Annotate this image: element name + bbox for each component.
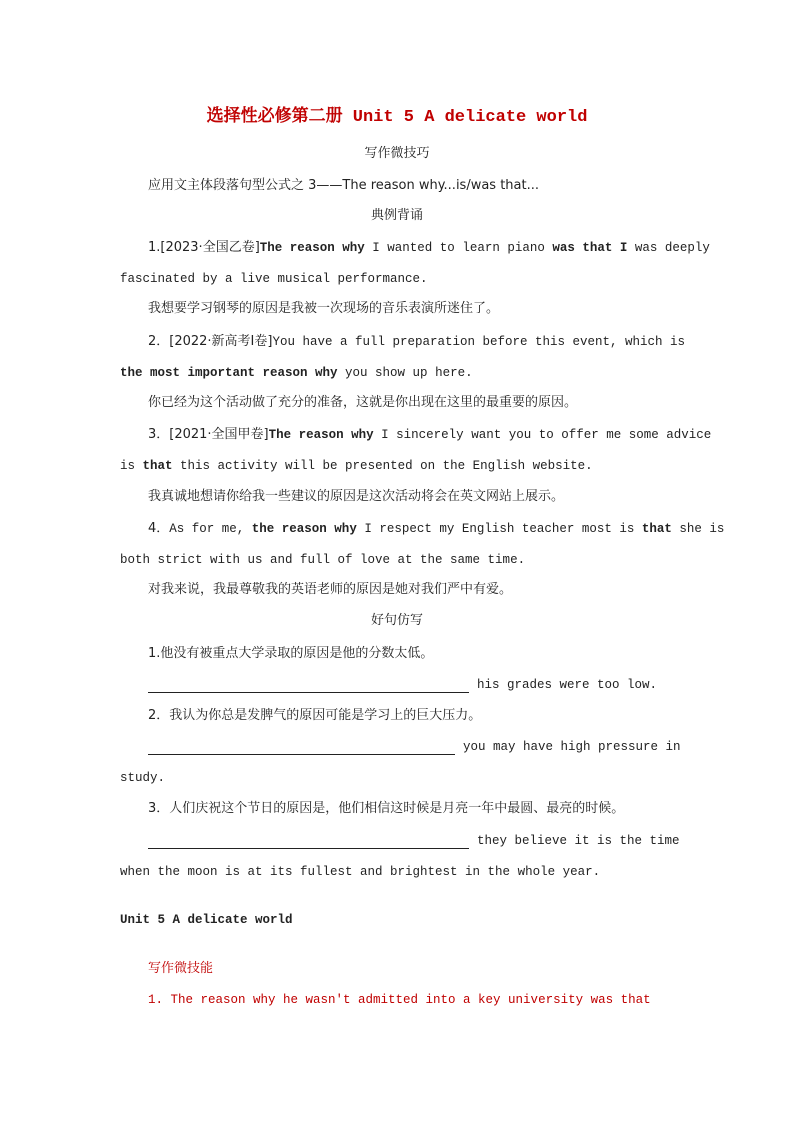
- question-2-prompt: 2．我认为你总是发脾气的原因可能是学习上的巨大压力。: [148, 708, 482, 723]
- example-2-bold-1: the most important reason why: [120, 366, 338, 380]
- example-1-bold-1: The reason why: [259, 241, 365, 255]
- question-2-blank[interactable]: [148, 742, 455, 755]
- example-2-translation: 你已经为这个活动做了充分的准备，这就是你出现在这里的最重要的原因。: [148, 395, 578, 410]
- example-4-line-2: both strict with us and full of love at the same time.: [120, 553, 526, 567]
- example-3-line-1: [148, 427, 712, 443]
- example-2-source: 2．[2022·新高考Ⅰ卷]: [148, 334, 273, 349]
- question-2-line-3: study.: [120, 771, 166, 785]
- example-2-text-2: you show up here.: [337, 366, 473, 380]
- section-heading-examples: 典例背诵: [370, 208, 423, 223]
- example-3-text-1: I sincerely want you to offer me some advice: [373, 428, 712, 442]
- example-4-line-1: [148, 521, 725, 537]
- answer-heading: Unit 5 A delicate world: [120, 913, 293, 927]
- example-1-bold-2: was that I: [552, 241, 628, 255]
- example-1-text-2: was deeply: [627, 241, 710, 255]
- example-1-line-2: fascinated by a live musical performance.: [120, 272, 428, 286]
- question-1-prompt: 1.他没有被重点大学录取的原因是他的分数太低。: [148, 646, 434, 661]
- example-2-line-1: [148, 334, 686, 350]
- question-2-tail: you may have high pressure in: [463, 740, 681, 754]
- example-3-bold-1: The reason why: [268, 428, 374, 442]
- example-3-bold-2: that: [142, 459, 173, 473]
- question-1-tail: his grades were too low.: [477, 678, 658, 692]
- question-1-answer-line: [148, 677, 675, 693]
- example-1-line-1: [148, 240, 710, 256]
- example-3-translation: 我真诚地想请你给我一些建议的原因是这次活动将会在英文网站上展示。: [148, 489, 565, 504]
- example-1-translation: 我想要学习钢琴的原因是我被一次现场的音乐表演所迷住了。: [148, 301, 500, 316]
- formula-line: [148, 178, 675, 194]
- example-2-text-1: You have a full preparation before this event, which is: [272, 335, 686, 349]
- section-heading-imitation: 好句仿写: [370, 613, 423, 628]
- page-title: [0, 108, 794, 128]
- example-3-source: 3．[2021·全国甲卷]: [148, 427, 269, 442]
- example-4-bold-1: the reason why: [251, 522, 357, 536]
- question-1-blank[interactable]: [148, 680, 469, 693]
- answer-1: 1. The reason why he wasn't admitted into a key university was that: [148, 993, 651, 1007]
- example-4-translation: 对我来说，我最尊敬我的英语老师的原因是她对我们严中有爱。: [148, 582, 513, 597]
- answer-section-heading: 写作微技能: [148, 961, 214, 976]
- page-title-text: 选择性必修第二册 Unit 5 A delicate world: [206, 108, 588, 127]
- example-4-text-2: I respect my English teacher most is: [356, 522, 642, 536]
- question-3-answer-line: [148, 833, 680, 849]
- example-4-text-1: As for me,: [169, 522, 252, 536]
- example-1-source: 1.[2023·全国乙卷]: [148, 240, 260, 255]
- example-3-line-2: [120, 458, 675, 474]
- question-3-prompt: 3．人们庆祝这个节日的原因是，他们相信这时候是月亮一年中最圆、最亮的时候。: [148, 801, 625, 816]
- example-1-text-1: I wanted to learn piano: [364, 241, 553, 255]
- question-2-answer-line: [148, 739, 681, 755]
- example-4-text-3: she is: [671, 522, 725, 536]
- example-3-text-3: this activity will be presented on the English website.: [172, 459, 593, 473]
- example-4-bold-2: that: [641, 522, 672, 536]
- section-heading-writing-tips: 写作微技巧: [364, 146, 430, 161]
- question-3-line-3: when the moon is at its fullest and brightest in the whole year.: [120, 865, 601, 879]
- question-3-blank[interactable]: [148, 836, 469, 849]
- question-3-tail: they believe it is the time: [477, 834, 680, 848]
- formula-text: 应用文主体段落句型公式之 3——The reason why...is/was that...: [148, 178, 540, 193]
- example-4-number: 4．: [148, 521, 170, 536]
- example-2-line-2: [120, 365, 675, 381]
- example-3-text-2: is: [120, 459, 143, 473]
